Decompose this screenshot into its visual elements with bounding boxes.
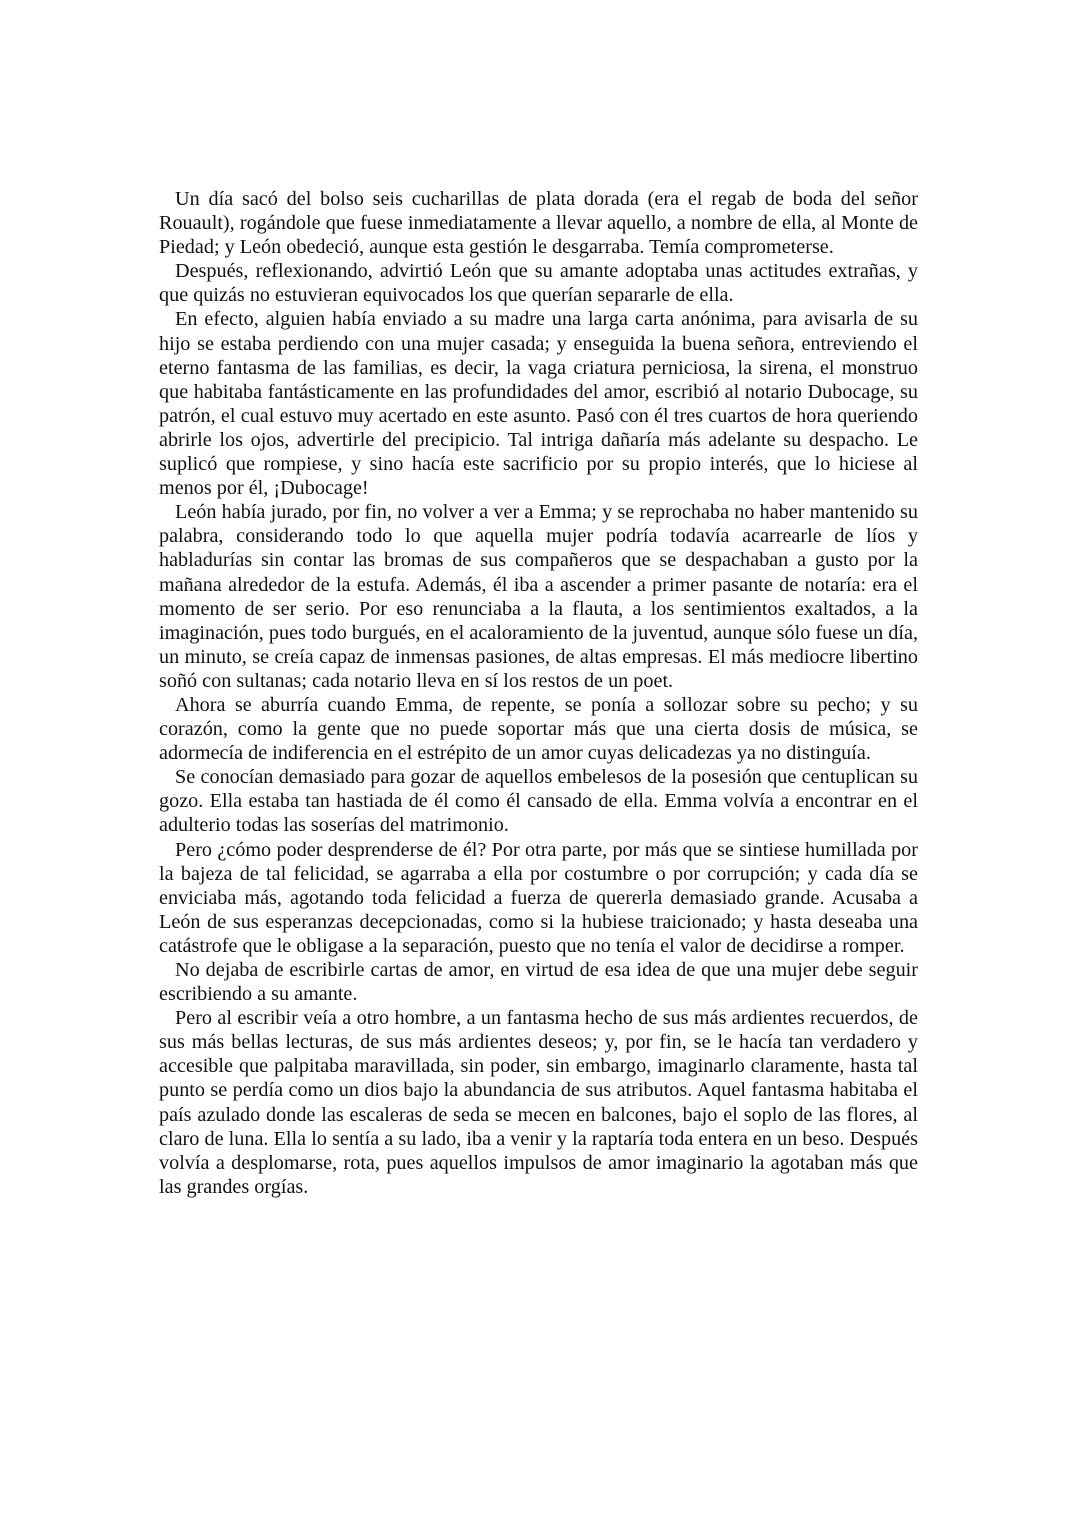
paragraph-phantom: Pero al escribir veía a otro hombre, a un fantasma hecho de sus más ardientes recuerdos, de sus más bellas lecturas, de sus más ardientes deseos; y, por fin, se le hacía tan verdadero y accesible que palpitaba maravillada, sin poder, sin embargo, imaginarlo claramente, hasta tal punto se perdía como un dios bajo la abundancia de sus atributos. Aquel fantasma habitaba el país azulado donde las escaleras de seda se mecen en balcones, bajo el soplo de las flores, al claro de luna. Ella lo sentía a su lado, iba a venir y la raptaría toda entera en un beso. Después volvía a desplomarse, rota, pues aquellos impulsos de amor imaginario la agotaban más que las grandes orgías. bbox=[159, 1007, 918, 1198]
paragraph-detach: Pero ¿cómo poder desprenderse de él? Por otra parte, por más que se sintiese humillada por la bajeza de tal felicidad, se agarraba a ella por costumbre o por corrupción; y cada día se enviciaba más, agotando toda felicidad a fuerza de quererla demasiado grande. Acusaba a León de sus esperanzas decepcionadas, como si la hubiese traicionado; y hasta deseaba una catástrofe que le obligase a la separación, puesto que no tenía el valor de decidirse a romper. bbox=[159, 838, 918, 957]
paragraph-leon-sworn: León había jurado, por fin, no volver a ver a Emma; y se reprochaba no haber mantenido su palabra, considerando todo lo que aquella mujer podría todavía acarrearle de líos y habladurías sin contar las bromas de sus compañeros que se despachaban a gusto por la mañana alrededor de la estufa. Además, él iba a ascender a primer pasante de notaría: era el momento de ser serio. Por eso renunciaba a la flauta, a los sentimientos exaltados, a la imaginación, pues todo burgués, en el acaloramiento de la juventud, aunque sólo fuese un día, un minuto, se creía capaz de inmensas pasiones, de altas empresas. El más mediocre libertino soñó con sultanas; cada notario lleva en sí los restos de un poet. bbox=[159, 501, 918, 692]
paragraph-anonymous-letter: En efecto, alguien había enviado a su madre una larga carta anónima, para avisarla de su hijo se estaba perdiendo con una mujer casada; y enseguida la buena señora, entreviendo el eterno fantasma de las familias, es decir, la vaga criatura perniciosa, la sirena, el monstruo que habitaba fantásticamente en las profundidades del amor, escribió al notario Dubocage, su patrón, el cual estuvo muy acertado en este asunto. Pasó con él tres cuartos de hora queriendo abrirle los ojos, advertirle del precipicio. Tal intriga dañaría más adelante su despacho. Le suplicó que rompiese, y sino hacía este sacrificio por su propio interés, que lo hiciese al menos por él, ¡Dubocage! bbox=[159, 308, 918, 500]
paragraph-knew-too-well: Se conocían demasiado para gozar de aquellos embelesos de la posesión que centuplican su gozo. Ella estaba tan hastiada de él como él cansado de ella. Emma volvía a encontrar en el adulterio todas las soserías del matrimonio. bbox=[159, 766, 918, 837]
paragraph-boredom: Ahora se aburría cuando Emma, de repente, se ponía a sollozar sobre su pecho; y su corazón, como la gente que no puede soportar más que una cierta dosis de música, se adormecía de indiferencia en el estrépito de un amor cuyas delicadezas ya no distinguía. bbox=[159, 693, 918, 765]
paragraph-silver-spoons: Un día sacó del bolso seis cucharillas de plata dorada (era el regab de boda del señor Rouault), rogándole que fuese inmediatamente a llevar aquello, a nombre de ella, al Monte de Piedad; y León obedeció, aunque esta gestión le desgarraba. Temía comprometerse. bbox=[159, 188, 918, 259]
paragraph-love-letters: No dejaba de escribirle cartas de amor, en virtud de esa idea de que una mujer debe seguir escribiendo a su amante. bbox=[159, 959, 918, 1006]
paragraph-leon-reflects: Después, reflexionando, advirtió León que su amante adoptaba unas actitudes extrañas, y que quizás no estuvieran equivocados los que querían separarle de ella. bbox=[159, 260, 918, 307]
document-page bbox=[159, 187, 918, 1199]
